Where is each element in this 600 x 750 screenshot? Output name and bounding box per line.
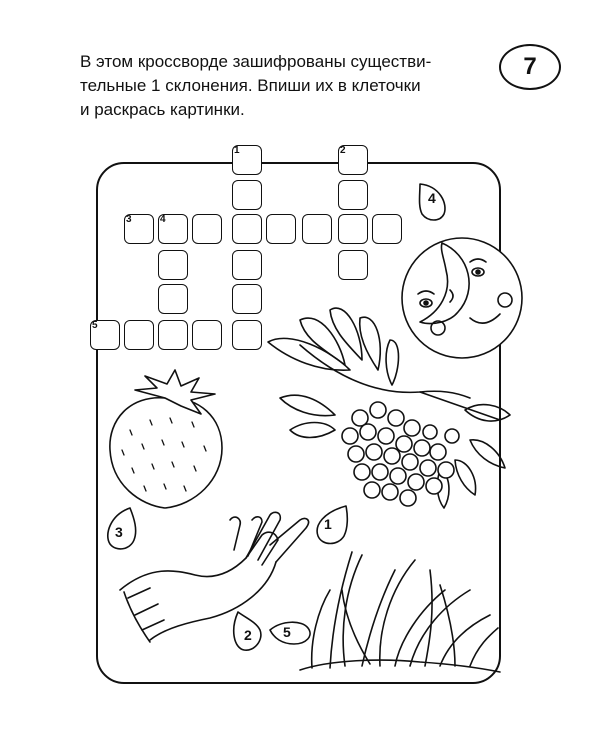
- instruction-line-1: В этом кроссворде зашифрованы существи-: [80, 52, 432, 71]
- crossword-number: 5: [92, 320, 98, 331]
- clue-marker-label-2: 2: [244, 627, 252, 643]
- clue-marker-label-5: 5: [283, 624, 291, 640]
- clue-marker-label-3: 3: [115, 524, 123, 540]
- hand-icon: [120, 512, 308, 642]
- strawberry-icon: [110, 370, 222, 508]
- clue-marker-label-4: 4: [428, 190, 436, 206]
- clue-marker-label-1: 1: [324, 516, 332, 532]
- grass-icon: [300, 552, 500, 672]
- instruction-line-2: тельные 1 склонения. Впиши их в клеточки: [80, 76, 421, 95]
- moon-face-icon: [402, 238, 522, 358]
- crossword-number: 2: [340, 145, 346, 156]
- page-number-badge: 7: [499, 44, 561, 90]
- crossword-number: 3: [126, 214, 132, 225]
- crossword-number: 1: [234, 145, 240, 156]
- clue-marker-1-rowan: [317, 506, 347, 544]
- crossword-number: 4: [160, 214, 166, 225]
- instruction-line-3: и раскрась картинки.: [80, 100, 245, 119]
